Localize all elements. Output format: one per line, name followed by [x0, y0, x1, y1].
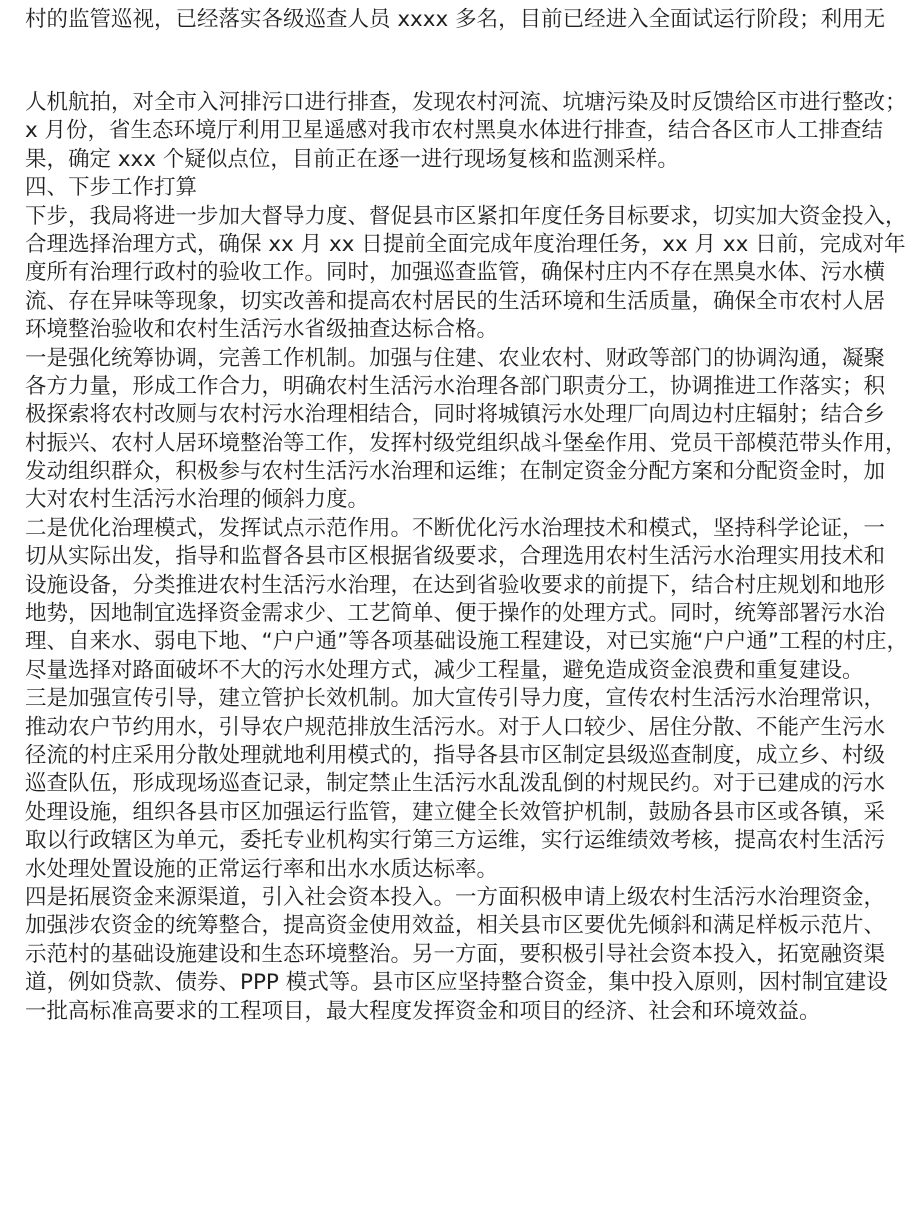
text-line: 设施设备，分类推进农村生活污水治理，在达到省验收要求的前提下，结合村庄规划和地形 [25, 572, 886, 598]
text-line: 示范村的基础设施建设和生态环境整治。另一方面，要积极引导社会资本投入，拓宽融资渠 [25, 941, 886, 967]
cut-off-line [25, 0, 780, 6]
document-body [25, 89, 908, 1026]
paragraph [25, 515, 908, 685]
text-line: 大对农村生活污水治理的倾斜力度。 [25, 487, 370, 513]
text-line: 流、存在异味等现象，切实改善和提高农村居民的生活环境和生活质量，确保全市农村人居 [25, 288, 886, 314]
text-line: 地势，因地制宜选择资金需求少、工艺简单、便于操作的处理方式。同时，统筹部署污水治 [25, 601, 886, 627]
text-line: 径流的村庄采用分散处理就地利用模式的，指导各县市区制定县级巡查制度，成立乡、村级 [25, 742, 886, 768]
paragraph [25, 203, 907, 345]
text-line: 度所有治理行政村的验收工作。同时，加强巡查监管，确保村庄内不存在黑臭水体、污水横 [25, 260, 886, 286]
text-line: 四是拓展资金来源渠道，引入社会资本投入。一方面积极申请上级农村生活污水治理资金， [25, 884, 886, 910]
text-line: 理、自来水、弱电下地、“户户通”等各项基础设施工程建设，对已实施“户户通”工程的村庄， [25, 629, 908, 655]
text-line: 发动组织群众，积极参与农村生活污水治理和运维；在制定资金分配方案和分配资金时，加 [25, 459, 886, 485]
text-line: 推动农户节约用水，引导农户规范排放生活污水。对于人口较少、居住分散、不能产生污水 [25, 714, 886, 740]
text-line: 三是加强宣传引导，建立管护长效机制。加大宣传引导力度，宣传农村生活污水治理常识， [25, 686, 886, 712]
text-line: 一批高标准高要求的工程项目，最大程度发挥资金和项目的经济、社会和环境效益。 [25, 998, 821, 1024]
text-line: 道，例如贷款、债券、PPP 模式等。县市区应坚持整合资金，集中投入原则，因村制宜建设 [25, 970, 888, 996]
text-line: 一是强化统筹协调，完善工作机制。加强与住建、农业农村、财政等部门的协调沟通，凝聚 [25, 345, 886, 371]
cut-off-top-text [25, 0, 886, 35]
text-line: 人机航拍，对全市入河排污口进行排查，发现农村河流、坑塘污染及时反馈给区市进行整改； [25, 90, 907, 115]
text-line: 巡查队伍，形成现场巡查记录，制定禁止生活污水乱泼乱倒的村规民约。对于已建成的污水 [25, 771, 886, 797]
section-heading [25, 174, 780, 202]
text-line: 二是优化治理模式，发挥试点示范作用。不断优化污水治理技术和模式，坚持科学论证，一 [25, 515, 886, 541]
text-line: 各方力量，形成工作合力，明确农村生活污水治理各部门职责分工，协调推进工作落实；积 [25, 373, 886, 399]
paragraph [25, 884, 888, 1026]
text-line: 极探索将农村改厕与农村污水治理相结合，同时将城镇污水处理厂向周边村庄辐射；结合乡 [25, 402, 886, 428]
text-line: 下步，我局将进一步加大督导力度、督促县市区紧扣年度任务目标要求，切实加大资金投入， [25, 203, 907, 229]
text-line: 水处理处置设施的正常运行率和出水水质达标率。 [25, 856, 499, 882]
text-line: 切从实际出发，指导和监督各县市区根据省级要求，合理选用农村生活污水治理实用技术和 [25, 544, 886, 570]
paragraph [25, 685, 886, 884]
text-line: 村振兴、农村人居环境整治等工作，发挥村级党组织战斗堡垒作用、党员干部模范带头作用， [25, 430, 907, 456]
paragraph [25, 345, 907, 515]
text-line: 加强涉农资金的统筹整合，提高资金使用效益，相关县市区要优先倾斜和满足样板示范片、 [25, 913, 886, 939]
text-line: 环境整治验收和农村生活污水省级抽查达标合格。 [25, 317, 499, 343]
text-line: 尽量选择对路面破坏不大的污水处理方式，减少工程量，避免造成资金浪费和重复建设。 [25, 657, 864, 683]
text-line: 四、下步工作打算 [25, 175, 198, 201]
text-line: 合理选择治理方式，确保 xx 月 xx 日提前全面完成年度治理任务，xx 月 xx 日前，完成对年 [25, 231, 906, 257]
text-line: 处理设施，组织各县市区加强运行监管，建立健全长效管护机制，鼓励各县市区或各镇，采 [25, 799, 886, 825]
text-line: 取以行政辖区为单元，委托专业机构实行第三方运维，实行运维绩效考核，提高农村生活污 [25, 828, 886, 854]
paragraph [25, 89, 907, 174]
text-line: 村的监管巡视，已经落实各级巡查人员 xxxx 多名，目前已经进入全面试运行阶段；利用无 [25, 7, 886, 33]
text-line: 果，确定 xxx 个疑似点位，目前正在逐一进行现场复核和监测采样。 [25, 146, 679, 172]
text-line: x 月份，省生态环境厅利用卫星遥感对我市农村黑臭水体进行排查，结合各区市人工排查结 [25, 118, 884, 144]
